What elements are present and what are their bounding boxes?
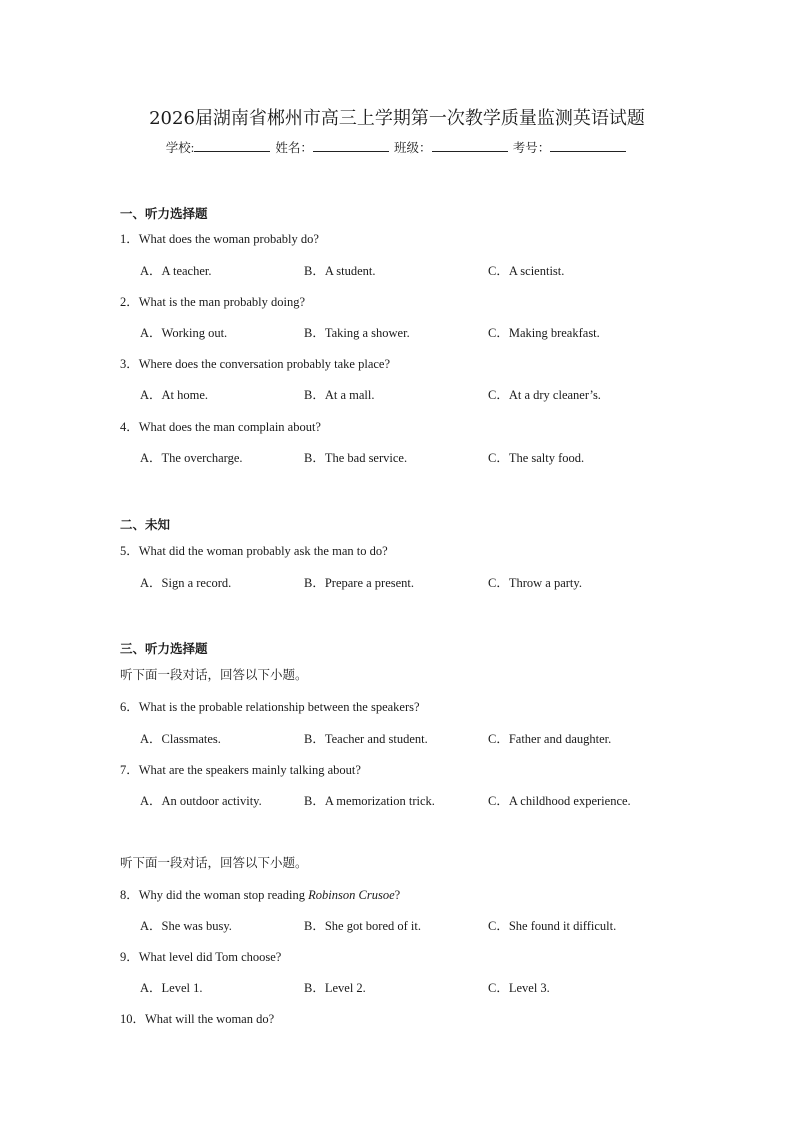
option-6a[interactable]: A．Classmates.: [140, 732, 221, 746]
option-7b[interactable]: B．A memorization trick.: [304, 794, 435, 808]
option-5a[interactable]: A．Sign a record.: [140, 576, 232, 590]
exam-number-label: 考号：: [512, 141, 551, 155]
option-3a[interactable]: A．At home.: [140, 388, 209, 402]
instruction-text: 听下面一段对话，回答以下小题。: [120, 855, 308, 870]
question-3: 3．Where does the conversation probably take place?: [120, 357, 391, 371]
option-4b[interactable]: B．The bad service.: [304, 451, 408, 465]
option-6c[interactable]: C．Father and daughter.: [488, 732, 612, 746]
section-title: 一、听力选择题: [120, 206, 208, 221]
name-label: 姓名：: [275, 141, 313, 155]
student-info-line: [0, 138, 794, 156]
option-2b[interactable]: B．Taking a shower.: [304, 326, 410, 340]
option-3c[interactable]: C．At a dry cleaner’s.: [488, 388, 601, 402]
option-5c[interactable]: C．Throw a party.: [488, 576, 582, 590]
option-4c[interactable]: C．The salty food.: [488, 451, 585, 465]
section-title: 三、听力选择题: [120, 641, 208, 656]
option-9a[interactable]: A．Level 1.: [140, 981, 203, 995]
question-5: 5．What did the woman probably ask the man to do?: [120, 544, 388, 558]
section-title: 二、未知: [120, 517, 171, 532]
option-2c[interactable]: C．Making breakfast.: [488, 326, 600, 340]
question-8-prefix: 8．Why did the woman stop reading: [120, 888, 309, 902]
question-6: 6．What is the probable relationship between the speakers?: [120, 700, 420, 714]
exam-number-blank[interactable]: [550, 139, 626, 152]
question-9: 9．What level did Tom choose?: [120, 950, 282, 964]
question-4: 4．What does the man complain about?: [120, 420, 321, 434]
name-blank[interactable]: [313, 139, 389, 152]
book-title: Robinson Crusoe: [308, 888, 395, 902]
option-5b[interactable]: B．Prepare a present.: [304, 576, 415, 590]
question-8-suffix: ?: [394, 888, 401, 902]
option-3b[interactable]: B．At a mall.: [304, 388, 375, 402]
option-7c[interactable]: C．A childhood experience.: [488, 794, 631, 808]
question-1: 1．What does the woman probably do?: [120, 232, 319, 246]
option-7a[interactable]: A．An outdoor activity.: [140, 794, 262, 808]
option-9c[interactable]: C．Level 3.: [488, 981, 550, 995]
option-1c[interactable]: C．A scientist.: [488, 264, 565, 278]
option-1a[interactable]: A．A teacher.: [140, 264, 212, 278]
question-2: 2．What is the man probably doing?: [120, 295, 306, 309]
class-blank[interactable]: [432, 139, 508, 152]
class-label: 班级：: [394, 141, 432, 155]
option-8b[interactable]: B．She got bored of it.: [304, 919, 422, 933]
page-title: 2026届湖南省郴州市高三上学期第一次教学质量监测英语试题: [149, 108, 645, 129]
school-blank[interactable]: [194, 139, 270, 152]
question-8: [120, 885, 400, 903]
instruction-text: 听下面一段对话，回答以下小题。: [120, 667, 308, 682]
question-10: 10．What will the woman do?: [120, 1012, 275, 1026]
option-8a[interactable]: A．She was busy.: [140, 919, 232, 933]
option-8c[interactable]: C．She found it difficult.: [488, 919, 617, 933]
option-2a[interactable]: A．Working out.: [140, 326, 228, 340]
option-4a[interactable]: A．The overcharge.: [140, 451, 243, 465]
option-1b[interactable]: B．A student.: [304, 264, 376, 278]
option-6b[interactable]: B．Teacher and student.: [304, 732, 428, 746]
question-7: 7．What are the speakers mainly talking about?: [120, 763, 361, 777]
option-9b[interactable]: B．Level 2.: [304, 981, 366, 995]
school-label: 学校:: [165, 141, 195, 155]
